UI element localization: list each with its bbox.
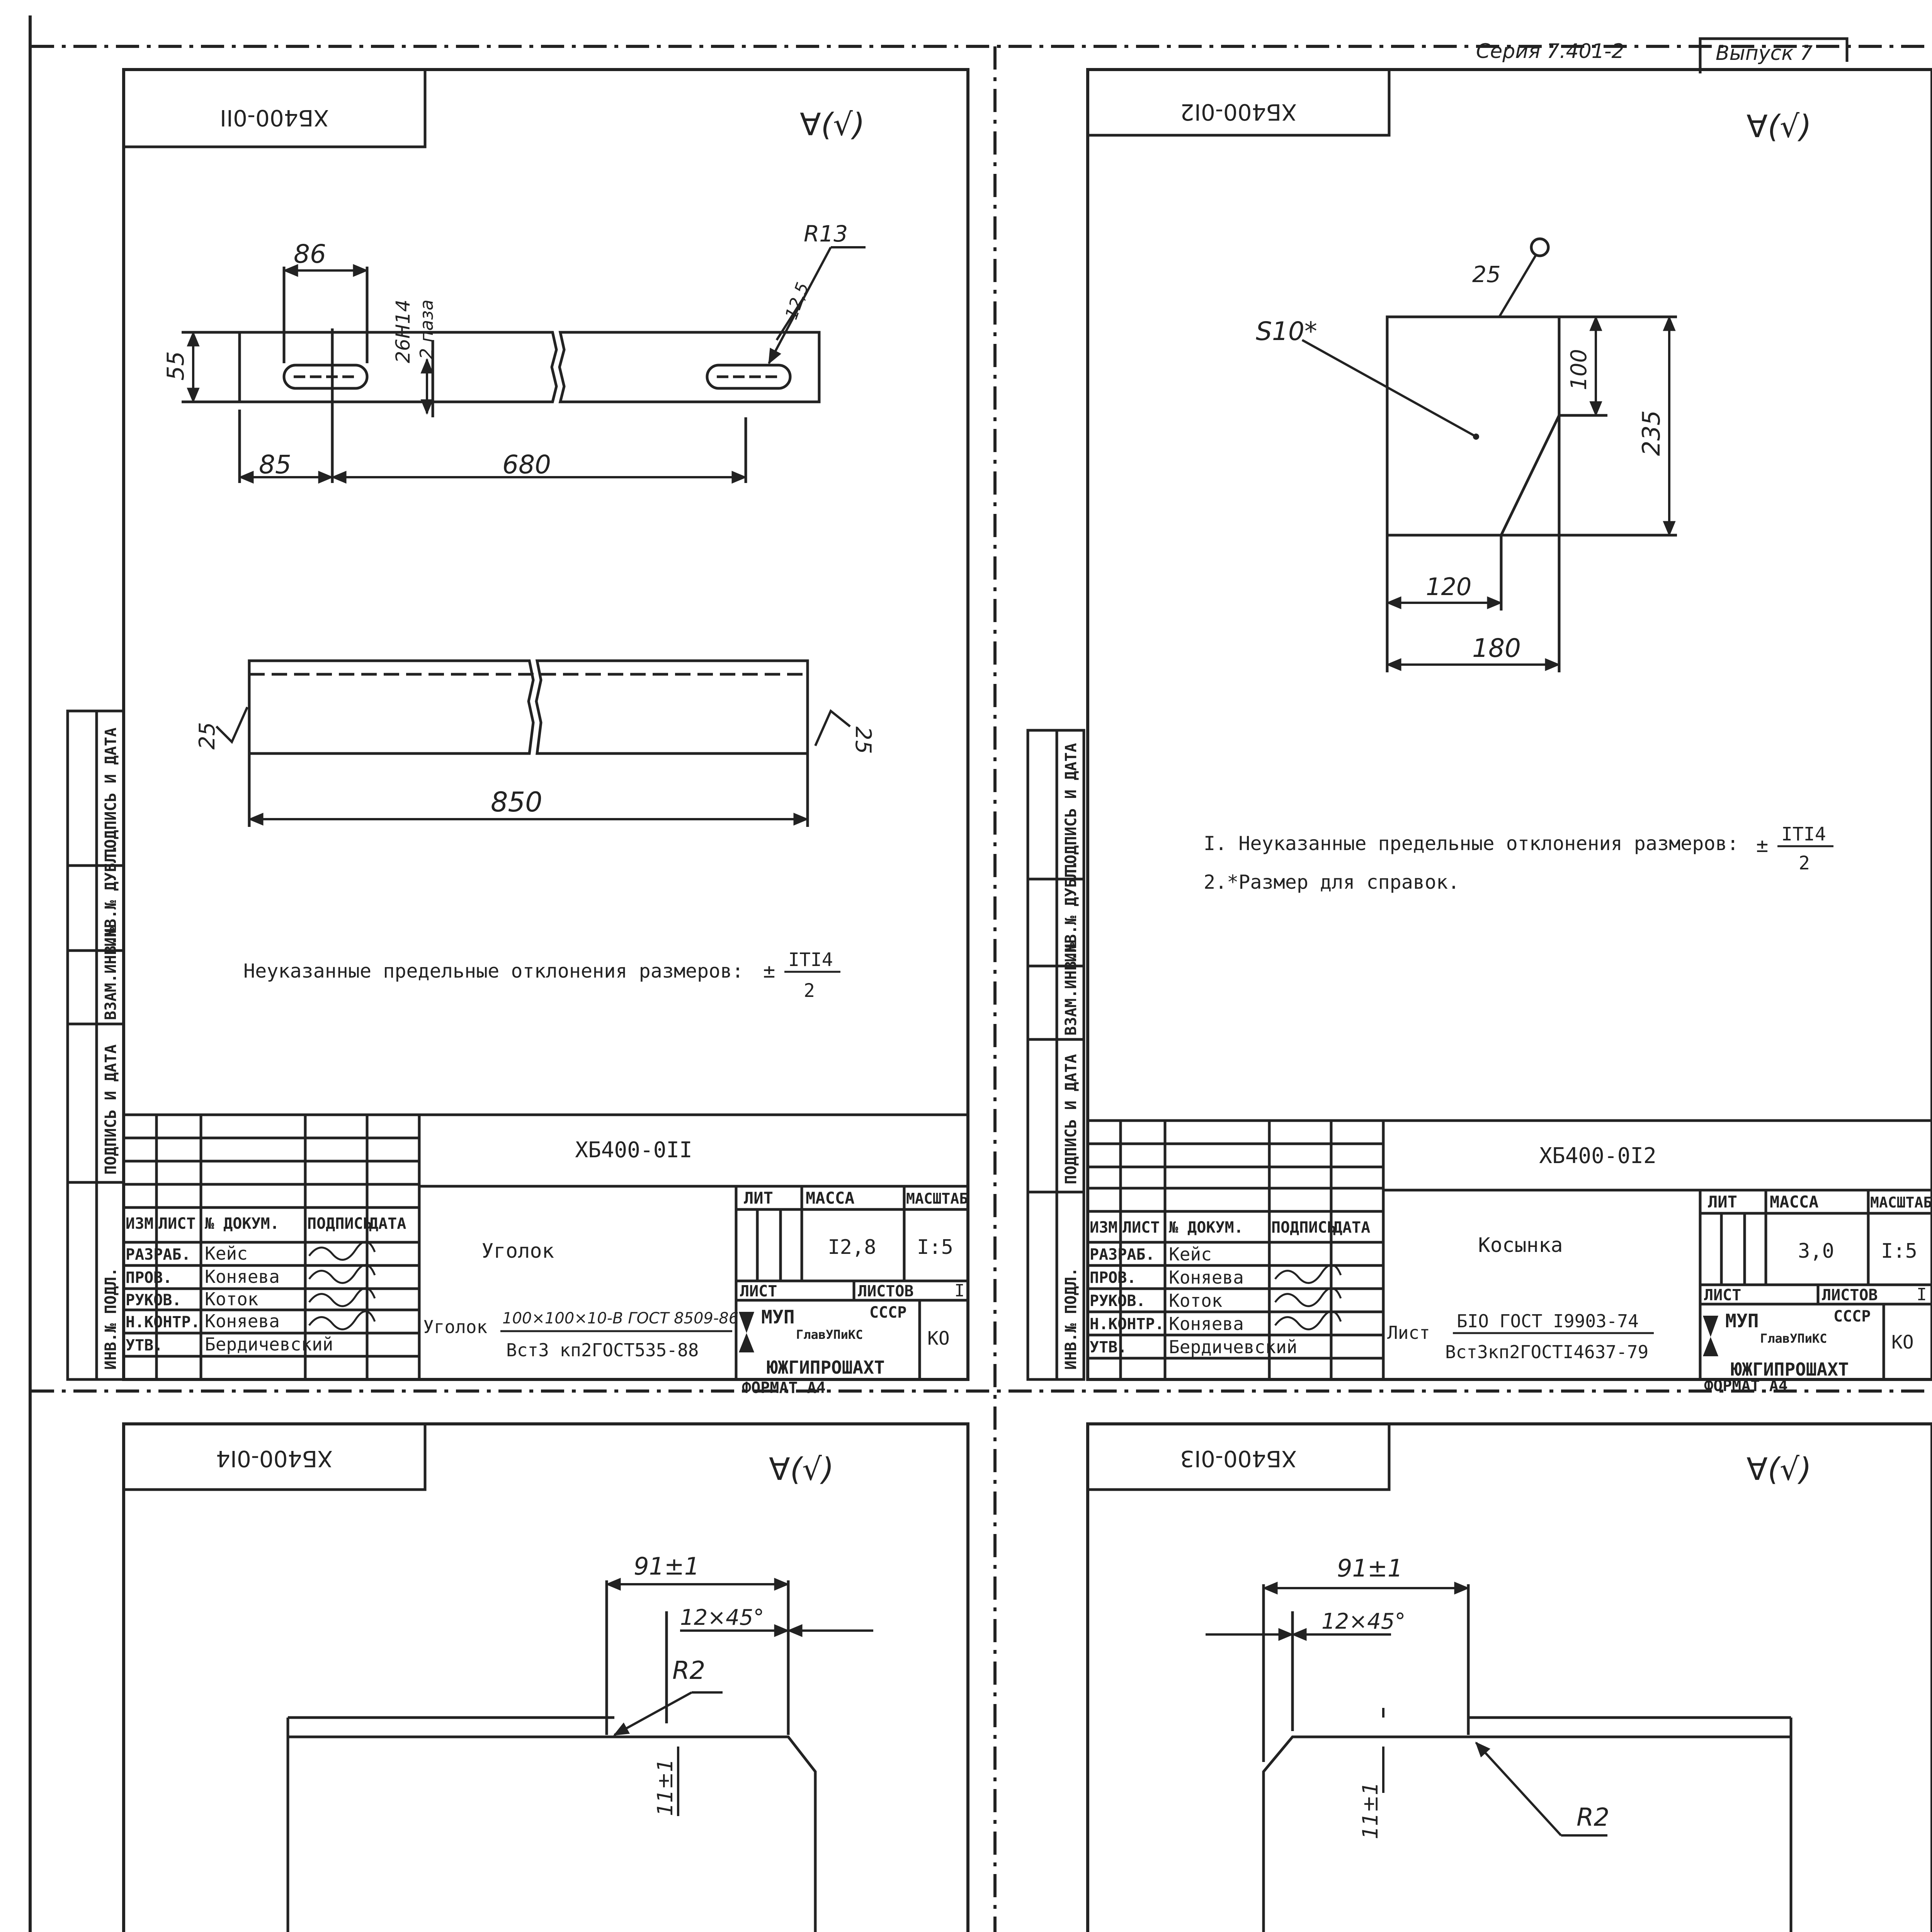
tol-num: ITI4: [1781, 823, 1826, 845]
roughness-symbol: ∀(√): [1747, 109, 1812, 145]
name-3: Коток: [1169, 1290, 1223, 1311]
note-2: 2.*Размер для справок.: [1204, 871, 1460, 893]
mass-value: 3,0: [1798, 1240, 1834, 1263]
series-label: Серия 7.401-2: [1476, 40, 1624, 63]
name-1: Кейс: [205, 1243, 248, 1264]
stamp-code: ХБ400-0I2: [1180, 99, 1297, 125]
block-code: ХБ400-0II: [575, 1138, 692, 1163]
svg-text:МУП: МУП: [761, 1306, 795, 1328]
stamp-code: ХБ400-0I3: [1180, 1446, 1297, 1472]
name-5: Бердичевский: [205, 1334, 333, 1355]
tol-sign: ±: [763, 959, 776, 983]
side-label-1: ИНВ.№ ПОДЛ.: [102, 1267, 120, 1370]
tol-den: 2: [804, 980, 815, 1002]
role-nkontr: Н.КОНТР.: [1090, 1315, 1164, 1333]
format-label: ФОРМАТ А4: [742, 1379, 826, 1397]
col-date: ДАТА: [369, 1215, 406, 1233]
side-label-2: ПОДПИСЬ И ДАТА: [102, 1044, 120, 1175]
name-2: Коняева: [205, 1266, 280, 1287]
name-5: Бердичевский: [1169, 1337, 1298, 1357]
dim-850: 850: [491, 786, 543, 818]
note-1: I. Неуказанные предельные отклонения размеров:: [1204, 832, 1739, 855]
dim-r2: R2: [672, 1656, 706, 1685]
roughness-symbol: ∀(√): [1747, 1451, 1812, 1487]
angle-view: [288, 1580, 815, 1932]
name-4: Коняева: [1169, 1313, 1244, 1334]
scale-label: МАСШТАБ: [1870, 1194, 1932, 1211]
dim-235: 235: [1637, 410, 1665, 456]
lit-label: ЛИТ: [1708, 1192, 1737, 1211]
svg-text:СССР: СССР: [869, 1304, 907, 1321]
sheets-label: ЛИСТОВ: [1822, 1286, 1878, 1304]
col-izm: ИЗМ: [1090, 1219, 1118, 1236]
ko-label: КО: [1891, 1332, 1914, 1353]
tol-den: 2: [1799, 852, 1810, 874]
dim-12-5: 12,5: [781, 280, 813, 322]
dim-55: 55: [162, 351, 189, 381]
dim-180: 180: [1472, 633, 1521, 663]
dim-680: 680: [502, 450, 551, 480]
scale-value: I:5: [917, 1236, 953, 1259]
tol-sign: ±: [1756, 834, 1769, 857]
roughness-symbol: ∀(√): [800, 107, 865, 143]
scale-value: I:5: [1881, 1240, 1917, 1263]
svg-text:ГлавУПиКС: ГлавУПиКС: [796, 1327, 863, 1342]
material-bottom: ВстЗкп2ГОСТI4637-79: [1445, 1342, 1649, 1362]
col-date: ДАТА: [1333, 1219, 1371, 1236]
material-top: БIО ГОСТ I9903-74: [1457, 1311, 1639, 1332]
material-label: Лист: [1387, 1322, 1430, 1343]
stamp-code: ХБ400-0I4: [216, 1446, 333, 1472]
name-3: Коток: [205, 1289, 259, 1310]
col-izm: ИЗМ: [126, 1215, 154, 1233]
dim-s10: S10*: [1256, 316, 1317, 346]
dim-2-paza: 2 паза: [416, 299, 437, 359]
org-logo: [739, 1304, 906, 1378]
mass-label: МАССА: [806, 1189, 855, 1208]
side-label-5: ПОДПИСЬ И ДАТА: [1062, 743, 1080, 873]
dim-12x45: 12×45°: [680, 1605, 764, 1630]
dim-12x45: 12×45°: [1321, 1609, 1406, 1634]
dim-86: 86: [294, 239, 326, 269]
svg-text:СССР: СССР: [1833, 1308, 1871, 1325]
svg-text:МУП: МУП: [1725, 1310, 1759, 1332]
stamp-code: ХБ400-0II: [219, 105, 329, 131]
sheet-label: ЛИСТ: [1704, 1286, 1742, 1304]
material-label: Уголок: [423, 1316, 488, 1337]
col-sign: ПОДПИСЬ: [307, 1215, 372, 1233]
col-list: ЛИСТ: [1122, 1219, 1160, 1236]
sheet-label: ЛИСТ: [740, 1282, 777, 1300]
role-razrab: РАЗРАБ.: [126, 1246, 191, 1264]
svg-text:ЮЖГИПРОШАХТ: ЮЖГИПРОШАХТ: [767, 1357, 885, 1378]
side-label-3: ВЗАМ.ИНВ.№: [1062, 942, 1080, 1036]
svg-text:ГлавУПиКС: ГлавУПиКС: [1760, 1331, 1827, 1346]
side-label-4: ИНВ.№ ДУБЛ.: [102, 844, 120, 947]
dim-r2: R2: [1577, 1803, 1610, 1832]
dim-25-right: 25: [850, 726, 876, 754]
org-logo: [1703, 1308, 1871, 1380]
dim-25: 25: [1472, 261, 1501, 287]
scale-label: МАСШТАБ: [906, 1190, 968, 1207]
dim-26n14: 26Н14: [392, 299, 414, 363]
lit-label: ЛИТ: [744, 1189, 773, 1208]
roughness-symbol: ∀(√): [769, 1451, 834, 1487]
dim-91: 91±1: [1337, 1554, 1403, 1582]
role-razrab: РАЗРАБ.: [1090, 1246, 1155, 1264]
sheet-013: [1028, 1424, 1932, 1932]
role-rukov: РУКОВ.: [126, 1291, 182, 1309]
role-prov: ПРОВ.: [1090, 1269, 1136, 1287]
side-label-5: ПОДПИСЬ И ДАТА: [102, 727, 120, 858]
ko-label: КО: [927, 1328, 950, 1349]
side-label-3: ВЗАМ.ИНВ.№: [102, 927, 120, 1020]
side-label-4: ИНВ.№ ДУБЛ.: [1062, 860, 1080, 962]
role-rukov: РУКОВ.: [1090, 1292, 1146, 1310]
part-name: Уголок: [481, 1240, 554, 1263]
side-label-2: ПОДПИСЬ И ДАТА: [1062, 1054, 1080, 1184]
gusset-view: [1387, 239, 1677, 672]
sheets-count: I: [954, 1281, 965, 1301]
dim-100: 100: [1566, 349, 1592, 390]
sheets-count: I: [1917, 1285, 1927, 1304]
sheet-011: [68, 70, 968, 1397]
role-prov: ПРОВ.: [126, 1269, 172, 1287]
side-label-1: ИНВ.№ ПОДЛ.: [1062, 1267, 1080, 1370]
dim-11: 11±1: [653, 1759, 677, 1816]
sheets-label: ЛИСТОВ: [858, 1282, 914, 1300]
mass-label: МАССА: [1770, 1192, 1819, 1211]
dim-91: 91±1: [634, 1552, 700, 1580]
material-top: 100×100×10-В ГОСТ 8509-86: [502, 1310, 739, 1327]
role-utv: УТВ.: [1090, 1338, 1127, 1356]
material-bottom: ВстЗ кп2ГОСТ535-88: [506, 1340, 699, 1361]
dim-r13: R13: [804, 221, 848, 247]
dim-25-left: 25: [195, 722, 220, 750]
name-2: Коняева: [1169, 1267, 1244, 1288]
role-utv: УТВ.: [126, 1337, 163, 1354]
issue-label: Выпуск 7: [1716, 42, 1813, 65]
format-label: ФОРМАТ А4: [1704, 1377, 1788, 1395]
col-sign: ПОДПИСЬ: [1271, 1219, 1337, 1236]
mass-value: I2,8: [828, 1236, 876, 1259]
role-nkontr: Н.КОНТР.: [126, 1313, 200, 1331]
note-1: Неуказанные предельные отклонения размеров:: [243, 960, 744, 982]
tol-num: ITI4: [788, 949, 833, 971]
col-doc: № ДОКУМ.: [1169, 1219, 1243, 1236]
part-name: Косынка: [1478, 1234, 1563, 1257]
sheet-014: [68, 1424, 968, 1932]
angle-view: [1264, 1584, 1791, 1932]
block-code: ХБ400-0I2: [1539, 1143, 1656, 1168]
col-list: ЛИСТ: [158, 1215, 196, 1233]
dim-85: 85: [259, 450, 291, 480]
name-4: Коняева: [205, 1311, 280, 1332]
dim-11: 11±1: [1358, 1782, 1383, 1839]
name-1: Кейс: [1169, 1244, 1212, 1265]
svg-text:ЮЖГИПРОШАХТ: ЮЖГИПРОШАХТ: [1731, 1359, 1849, 1380]
dim-120: 120: [1426, 573, 1472, 601]
col-doc: № ДОКУМ.: [205, 1215, 279, 1233]
sheet-012: [1028, 70, 1932, 1395]
